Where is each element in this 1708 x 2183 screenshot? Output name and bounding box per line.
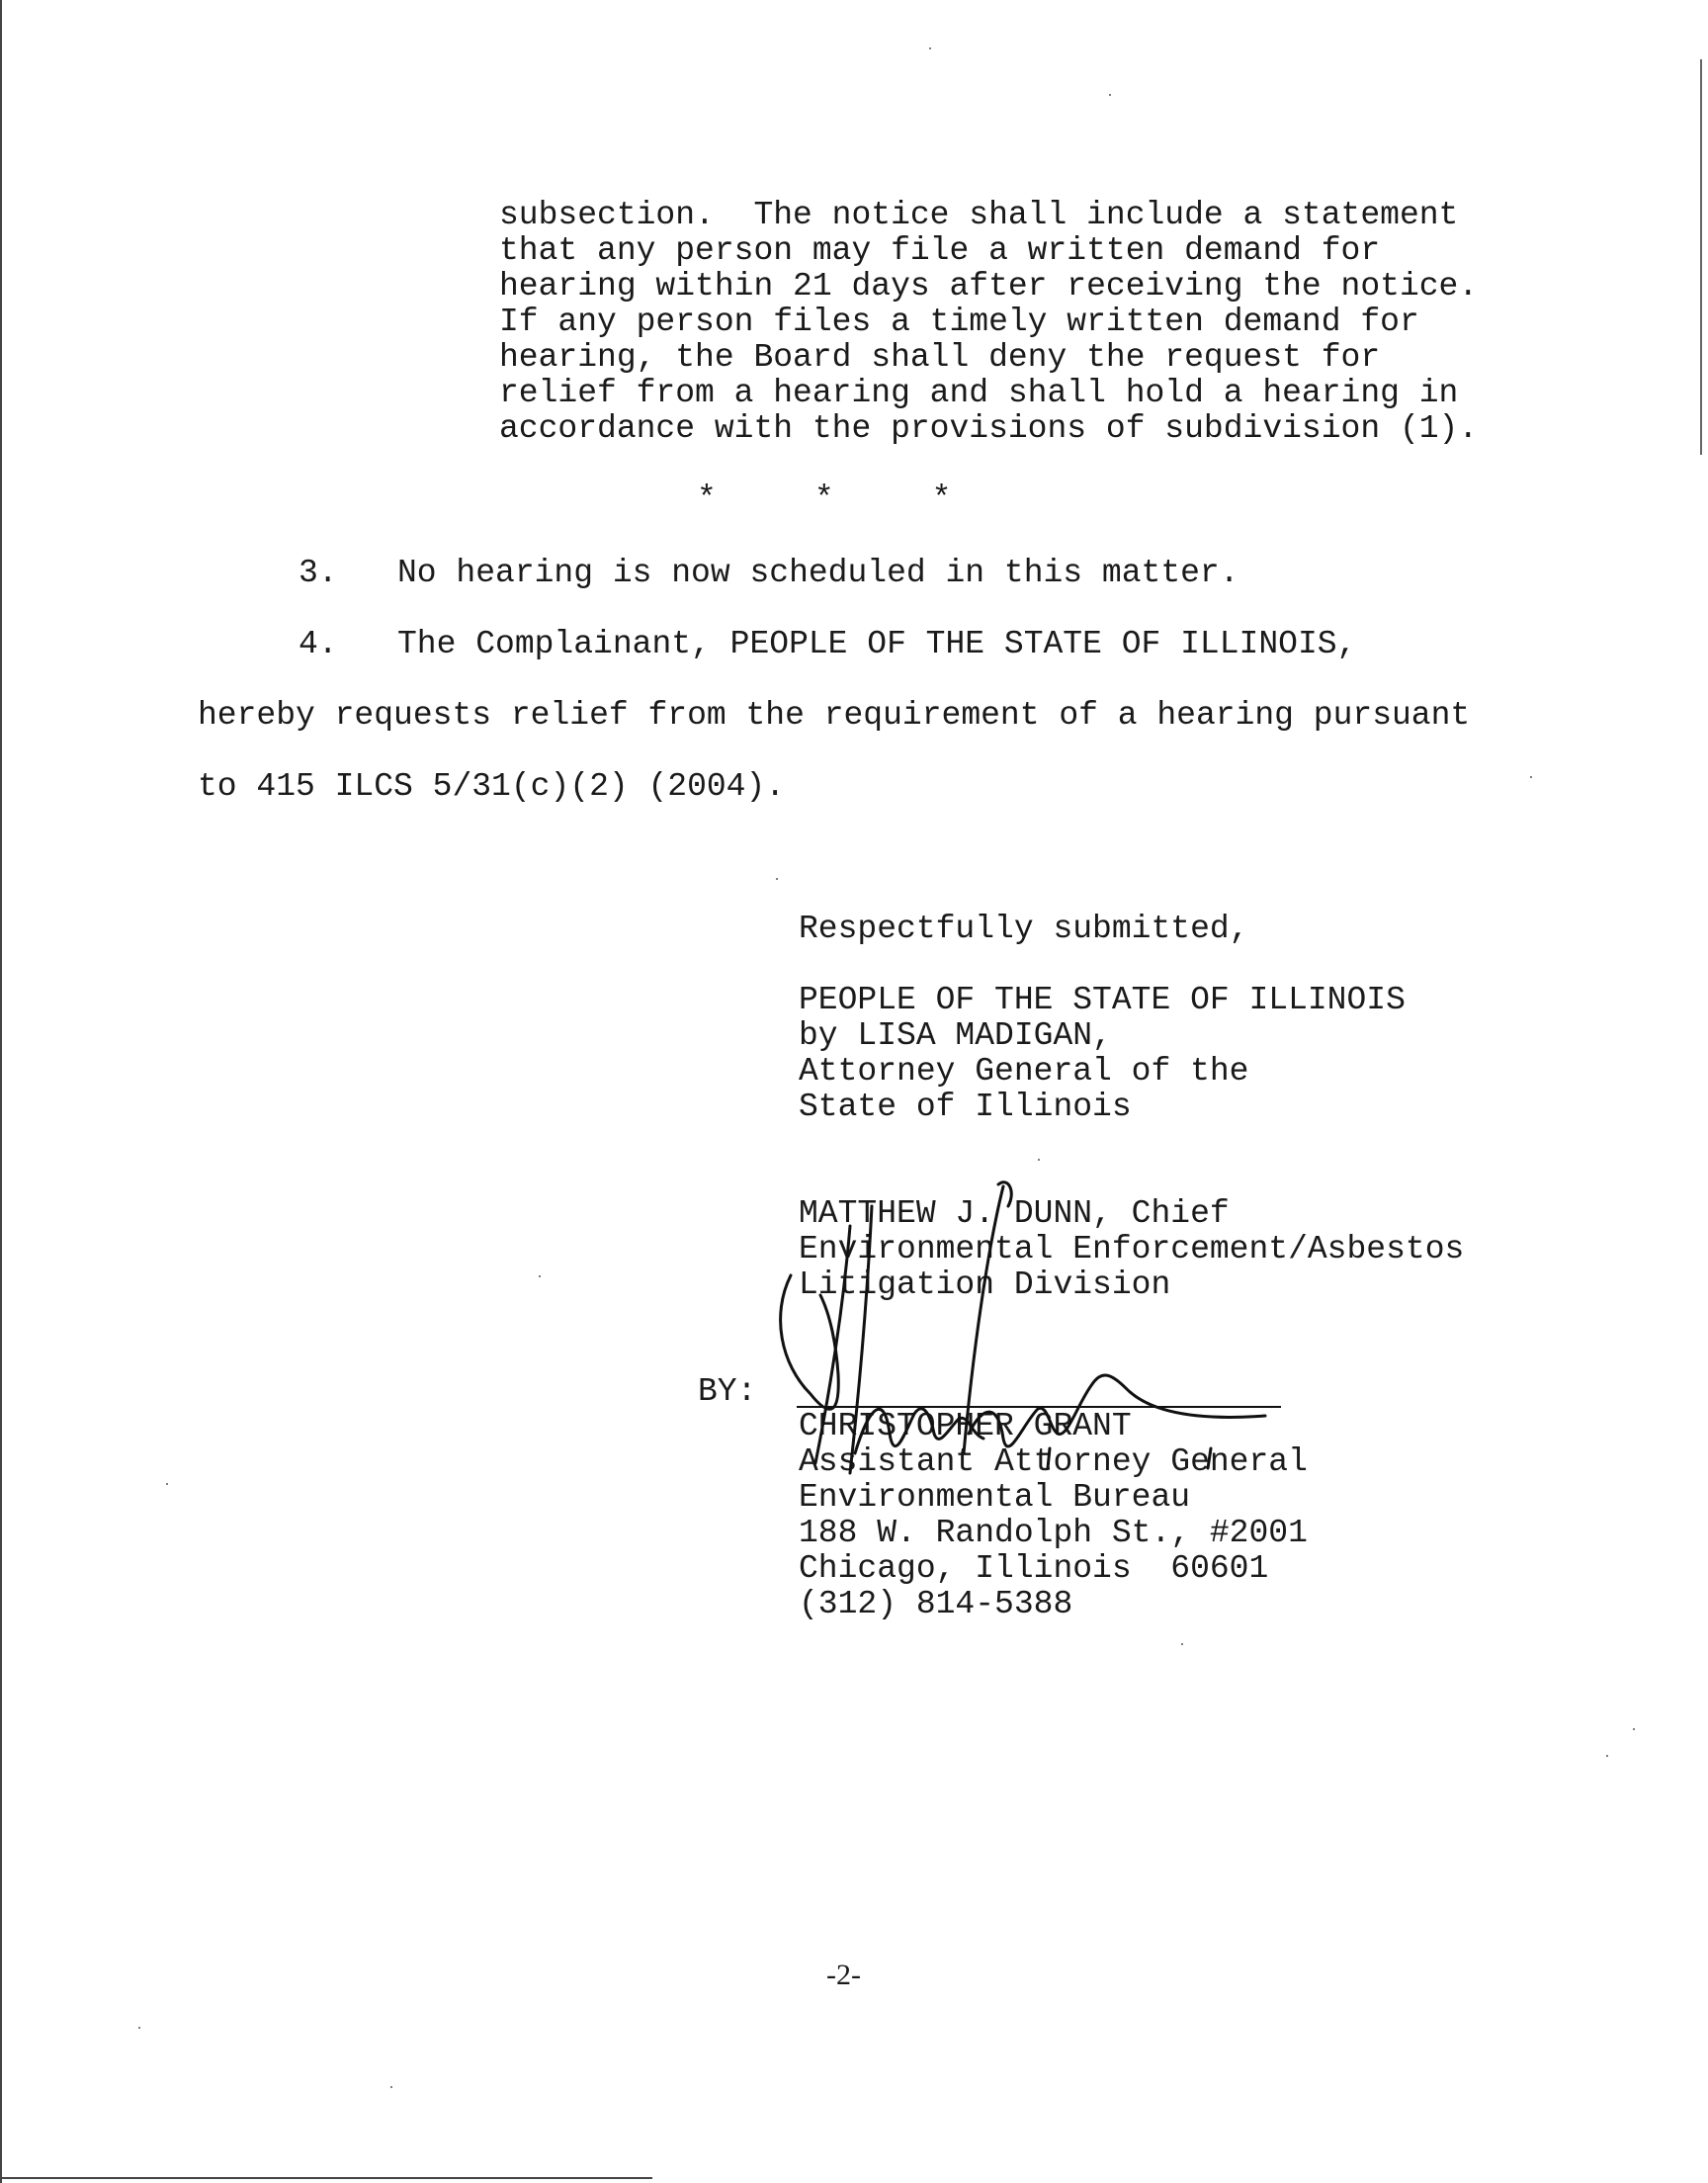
statute-line: hearing, the Board shall deny the request for [499,339,1381,376]
division-line: Environmental Enforcement/Asbestos [799,1231,1465,1267]
by-label: BY: [698,1373,757,1410]
scan-speck [539,1275,541,1277]
party-line: State of Illinois [799,1089,1132,1125]
ellipsis-stars: * * * [697,480,952,517]
scan-speck [1633,1728,1635,1730]
division-line: MATTHEW J. DUNN, Chief [799,1195,1230,1232]
division-line: Litigation Division [799,1266,1171,1303]
statute-line: hearing within 21 days after receiving the notice. [499,268,1479,305]
statute-line: accordance with the provisions of subdivision (1). [499,410,1479,447]
party-line: Attorney General of the [799,1053,1249,1090]
scan-edge-left [0,0,2,2183]
paragraph-3-text: No hearing is now scheduled in this matter. [397,555,1239,591]
scan-speck [1530,776,1532,778]
party-line: PEOPLE OF THE STATE OF ILLINOIS [799,982,1406,1018]
scan-speck [776,878,778,880]
scan-speck [1109,94,1111,96]
page-number: -2- [826,1959,861,1991]
scan-edge-right [1700,59,1702,455]
scan-speck [166,1483,168,1485]
party-line: by LISA MADIGAN, [799,1017,1112,1054]
paragraph-4-line-2: hereby requests relief from the requirement of a hearing pursuant [198,697,1471,734]
paragraph-number: 4. [299,626,338,662]
scan-edge-bottom [0,2177,652,2179]
statute-line: that any person may file a written demand for [499,232,1381,269]
signatory-line: 188 W. Randolph St., #2001 [799,1515,1308,1551]
closing: Respectfully submitted, [799,911,1249,947]
paragraph-4-line-1: The Complainant, PEOPLE OF THE STATE OF ILLINOIS, [397,626,1357,662]
scan-speck [138,2027,140,2029]
signatory-line: CHRISTOPHER GRANT [799,1408,1132,1444]
signatory-line: (312) 814-5388 [799,1586,1073,1622]
paragraph-number: 3. [299,555,338,591]
paragraph-4-line-3: to 415 ILCS 5/31(c)(2) (2004). [198,768,786,805]
signatory-line: Assistant Attorney General [799,1443,1308,1480]
statute-line: subsection. The notice shall include a statement [499,197,1459,233]
scan-speck [1606,1755,1608,1757]
scan-speck [1181,1643,1183,1645]
statute-line: If any person files a timely written demand for [499,304,1419,340]
scan-speck [390,2086,392,2088]
signatory-line: Environmental Bureau [799,1479,1191,1516]
signatory-line: Chicago, Illinois 60601 [799,1550,1269,1587]
scan-speck [1038,1159,1040,1161]
handwritten-signature [761,1167,1275,1542]
statute-line: relief from a hearing and shall hold a hearing in [499,375,1459,411]
scan-speck [929,47,931,49]
